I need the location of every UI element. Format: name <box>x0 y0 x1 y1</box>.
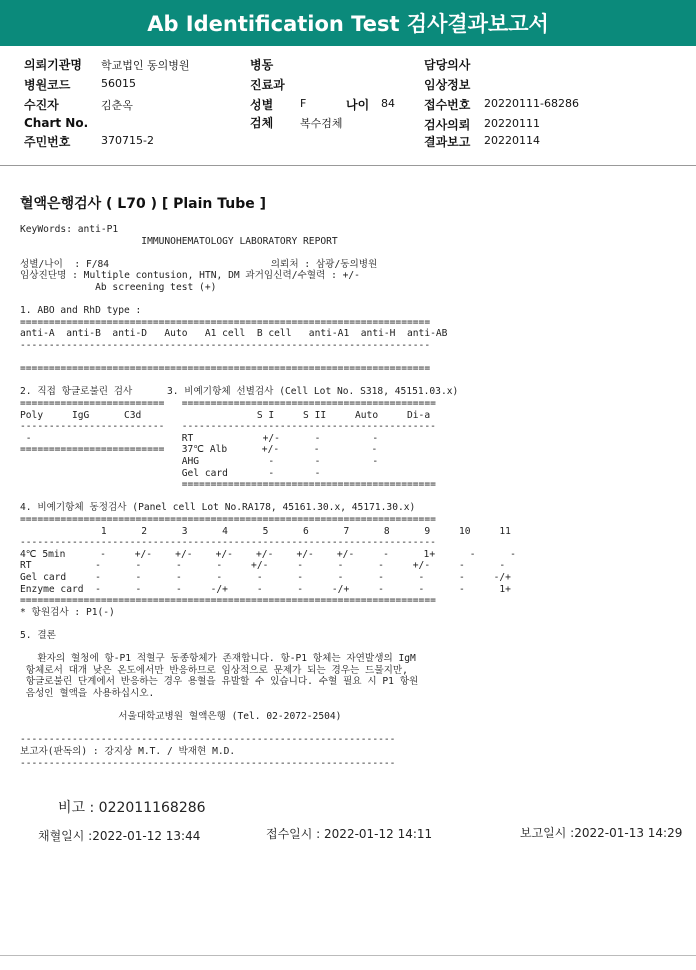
report-line: ----------------------------------------------------------------------- <box>20 340 431 351</box>
report-line: 4℃ 5min - +/- +/- +/- +/- +/- +/- - 1+ - - <box>20 548 516 560</box>
info-label: 병동 <box>250 58 274 72</box>
report-line: 1 2 3 4 5 6 7 8 9 10 11 <box>20 525 511 537</box>
report-line: * 항원검사 : P1(-) <box>20 606 115 618</box>
report-line: ======================================================================= <box>20 363 431 375</box>
report-line: 5. 결론 <box>20 630 56 641</box>
report-line: 항체로서 대개 낮은 온도에서만 반응하므로 임상적으로 문제가 되는 경우는 드물지만, <box>20 664 408 676</box>
info-value: F <box>300 97 307 110</box>
info-label: 검체 <box>250 116 274 130</box>
info-value: 20220111 <box>484 117 540 130</box>
info-label: 주민번호 <box>24 135 71 149</box>
report-line: 1. ABO and RhD type : <box>20 305 142 317</box>
report-line: KeyWords: anti-P1 <box>20 224 119 235</box>
info-value: 370715-2 <box>101 134 154 147</box>
patient-info-panel <box>0 46 696 166</box>
report-line: - RT +/- - - <box>20 432 379 444</box>
info-value: 20220114 <box>484 134 540 147</box>
report-line: 성별/나이 : F/84 의뢰처 : 삼광/동의병원 <box>20 258 378 270</box>
report-line: 2. 직접 항글로불린 검사 3. 비예기항체 선별검사 (Cell Lot No. S318, 45151.03.x) <box>20 386 459 398</box>
info-label: 수진자 <box>24 98 59 112</box>
report-line: ----------------------------------------------------------------- <box>20 757 396 769</box>
report-line: 임상진단명 : Multiple contusion, HTN, DM 과거임신력/수혈력 : +/- <box>20 270 360 282</box>
report-line: Gel card - - - - - - - - - - -/+ <box>20 572 511 583</box>
report-line: ======================================================================== <box>20 595 436 607</box>
info-label: 의뢰기관명 <box>24 58 82 72</box>
info-label: 결과보고 <box>424 135 471 149</box>
info-value: 학교법인 동의병원 <box>101 59 190 72</box>
report-line: IMMUNOHEMATOLOGY LABORATORY REPORT <box>20 235 338 247</box>
report-line: 환자의 혈청에 항-P1 적혈구 동종항체가 존재합니다. 항-P1 항체는 자연발생의 IgM <box>20 653 416 665</box>
report-line: 음성인 혈액을 사용하십시오. <box>20 688 155 699</box>
report-line: anti-A anti-B anti-D Auto A1 cell B cell anti-A1 anti-H anti-AB <box>20 328 448 340</box>
report-line: ----------------------------------------------------------------- <box>20 734 396 746</box>
report-line: Poly IgG C3d S I S II Auto Di-a <box>20 409 431 421</box>
report-line: ========================= 37℃ Alb +/- - - <box>20 444 378 456</box>
info-label: 임상정보 <box>424 78 471 92</box>
info-label: 진료과 <box>250 78 285 92</box>
report-line: Ab screening test (+) <box>20 282 217 293</box>
received-datetime: 접수일시 : 2022-01-12 14:11 <box>266 827 433 841</box>
report-line: 4. 비예기항체 동정검사 (Panel cell Lot No.RA178, 45161.30.x, 45171.30.x) <box>20 502 416 514</box>
test-title: 혈액은행검사 ( L70 ) [ Plain Tube ] <box>20 196 267 212</box>
report-line: ------------------------- -------------------------------------------- <box>20 421 436 433</box>
report-title-bar <box>0 0 696 46</box>
info-value: 56015 <box>101 77 136 90</box>
report-line: 서울대학교병원 혈액은행 (Tel. 02-2072-2504) <box>20 711 342 723</box>
report-line: RT - - - - +/- - - - +/- - - <box>20 560 506 572</box>
info-value: 복수검체 <box>300 117 343 130</box>
reported-datetime: 보고일시 :2022-01-13 14:29 <box>520 826 683 840</box>
info-label: 병원코드 <box>24 78 71 92</box>
report-line: ------------------------------------------------------------------------ <box>20 537 436 549</box>
info-label: 접수번호 <box>424 98 471 112</box>
report-line: ======================================================================= <box>20 316 431 328</box>
collected-datetime: 채혈일시 :2022-01-12 13:44 <box>38 829 201 843</box>
age-label: 나이 <box>346 98 370 112</box>
info-label: 성별 <box>250 98 274 112</box>
info-label: 담당의사 <box>424 58 471 72</box>
bottom-divider <box>0 955 696 956</box>
info-label: Chart No. <box>24 116 89 130</box>
report-line: 항글로불린 단계에서 반응하는 경우 용혈을 유발할 수 있습니다. 수혈 필요 시 P1 항원 <box>20 676 419 688</box>
report-line: 보고자(판독의) : 강지상 M.T. / 박재현 M.D. <box>20 746 236 757</box>
age-value: 84 <box>381 97 395 110</box>
info-value: 20220111-68286 <box>484 97 579 110</box>
report-line: ======================================================================== <box>20 514 436 525</box>
document-title: Ab Identification Test 검사결과보고서 <box>147 12 549 36</box>
info-value: 김춘옥 <box>101 99 133 112</box>
remark: 비고 : 022011168286 <box>58 800 206 816</box>
report-line: ============================================ <box>20 479 436 491</box>
report-line: AHG - - - <box>20 456 379 467</box>
report-line: ========================= ============================================ <box>20 398 436 409</box>
report-line: Gel card - - <box>20 467 321 479</box>
info-label: 검사의뢰 <box>424 118 471 132</box>
report-line: Enzyme card - - - -/+ - - -/+ - - - 1+ <box>20 583 511 595</box>
